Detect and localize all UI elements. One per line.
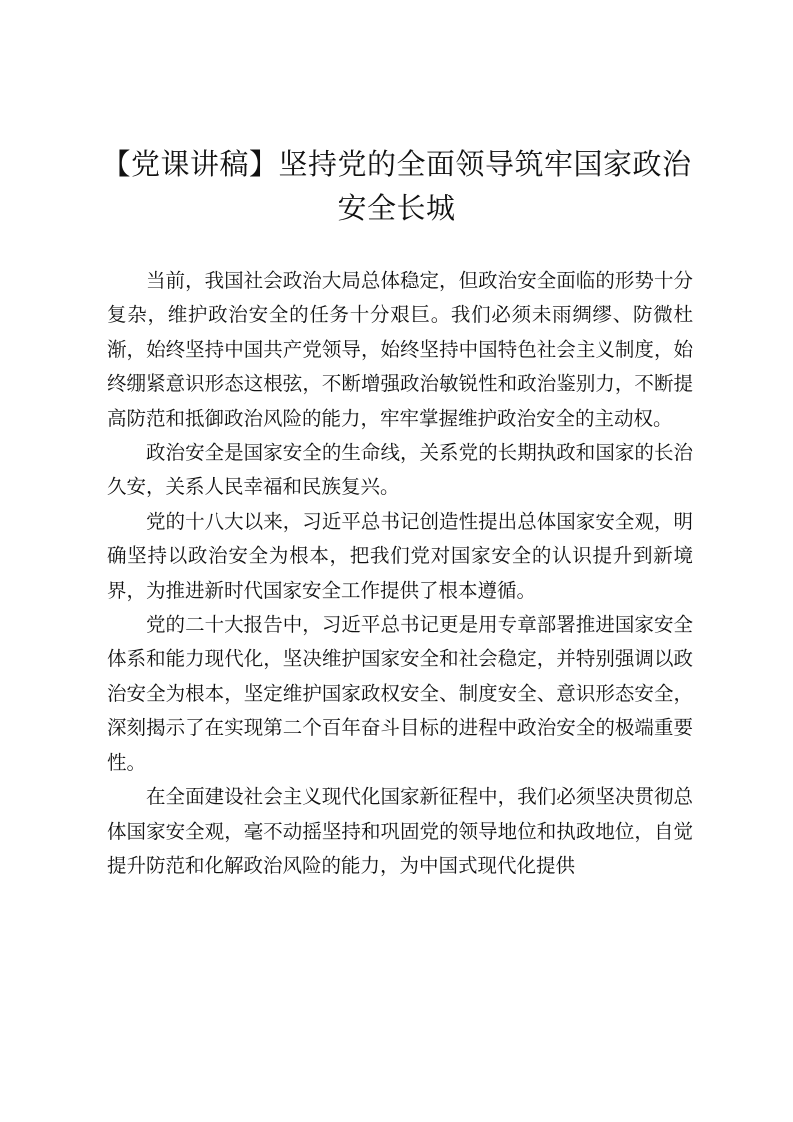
document-title: 【党课讲稿】坚持党的全面领导筑牢国家政治安全长城 <box>101 147 692 225</box>
document-body <box>107 264 693 883</box>
paragraph: 党的二十大报告中，习近平总书记更是用专章部署推进国家安全体系和能力现代化，坚决维护国家安全和社会稳定，并特别强调以政治安全为根本，坚定维护国家政权安全、制度安全、意识形态安全，深刻揭示了在实现第二个百年奋斗目标的进程中政治安全的极端重要性。 <box>107 613 693 774</box>
paragraph: 党的十八大以来，习近平总书记创造性提出总体国家安全观，明确坚持以政治安全为根本，把我们党对国家安全的认识提升到新境界，为推进新时代国家安全工作提供了根本遵循。 <box>107 509 693 602</box>
paragraph: 当前，我国社会政治大局总体稳定，但政治安全面临的形势十分复杂，维护政治安全的任务十分艰巨。我们必须未雨绸缪、防微杜渐，始终坚持中国共产党领导，始终坚持中国特色社会主义制度，始终绷紧意识形态这根弦，不断增强政治敏锐性和政治鉴别力，不断提高防范和抵御政治风险的能力，牢牢掌握维护政治安全的主动权。 <box>107 269 693 430</box>
paragraph: 在全面建设社会主义现代化国家新征程中，我们必须坚决贯彻总体国家安全观，毫不动摇坚持和巩固党的领导地位和执政地位，自觉提升防范和化解政治风险的能力，为中国式现代化提供 <box>107 785 693 877</box>
paragraph: 政治安全是国家安全的生命线，关系党的长期执政和国家的长治久安，关系人民幸福和民族复兴。 <box>107 441 693 499</box>
